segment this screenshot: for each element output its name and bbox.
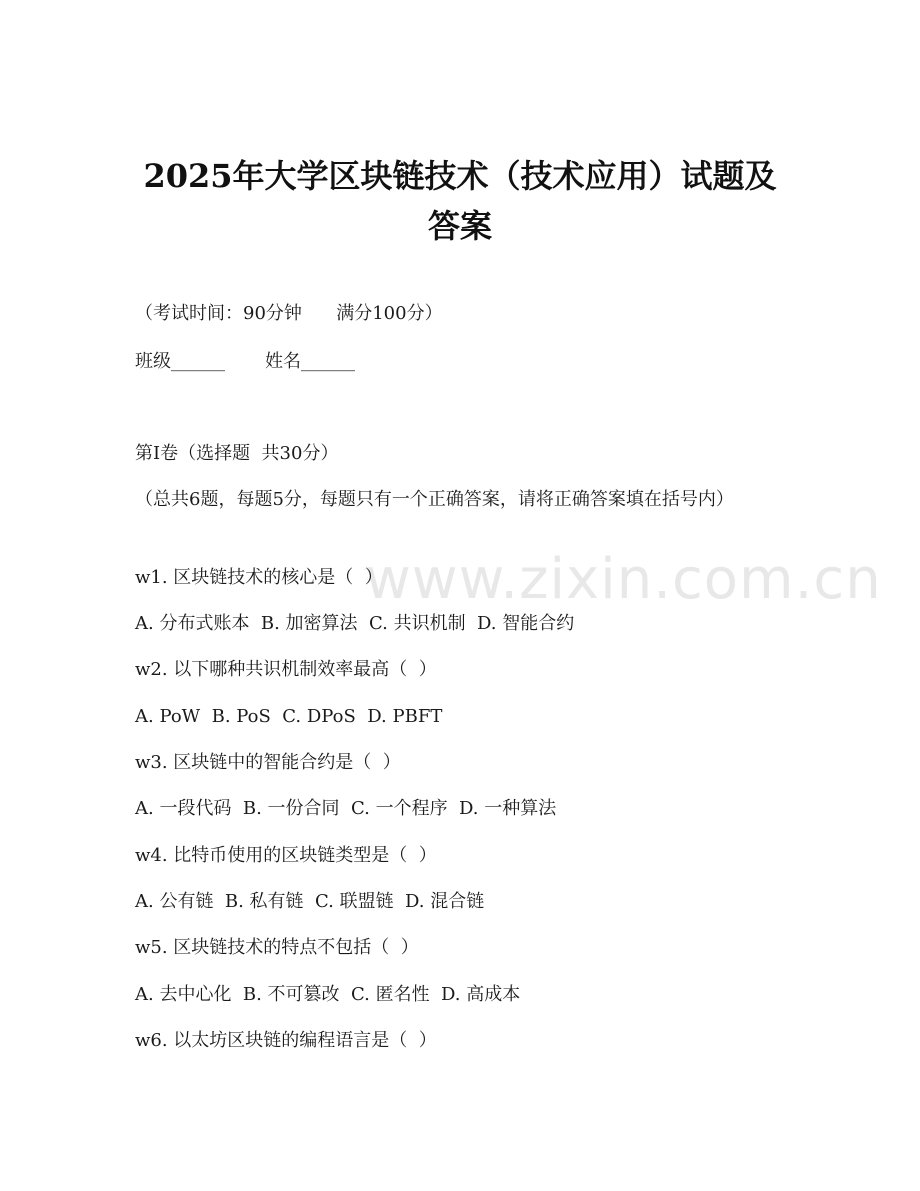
question-4-stem: w4. 比特币使用的区块链类型是（ ） — [135, 845, 437, 866]
document-title-line-2: 答案 — [427, 207, 492, 245]
watermark: www.zixin.com.cn — [365, 547, 882, 612]
exam-info: （考试时间：90分钟 满分100分） — [135, 303, 443, 324]
question-5-options: A. 去中心化 B. 不可篡改 C. 匿名性 D. 高成本 — [135, 984, 521, 1005]
question-4-options: A. 公有链 B. 私有链 C. 联盟链 D. 混合链 — [135, 891, 485, 912]
section-heading: 第I卷（选择题 共30分） — [135, 443, 339, 464]
question-5-stem: w5. 区块链技术的特点不包括（ ） — [135, 937, 419, 958]
question-3-stem: w3. 区块链中的智能合约是（ ） — [135, 752, 401, 773]
question-3-options: A. 一段代码 B. 一份合同 C. 一个程序 D. 一种算法 — [135, 798, 557, 819]
document-title-line-1: 2025年大学区块链技术（技术应用）试题及 — [143, 157, 777, 195]
question-6-stem: w6. 以太坊区块链的编程语言是（ ） — [135, 1030, 437, 1051]
question-1-options: A. 分布式账本 B. 加密算法 C. 共识机制 D. 智能合约 — [135, 613, 575, 634]
question-2-stem: w2. 以下哪种共识机制效率最高（ ） — [135, 659, 437, 680]
instructions: （总共6题，每题5分，每题只有一个正确答案，请将正确答案填在括号内） — [135, 489, 734, 510]
class-name-line: 班级______ 姓名______ — [135, 351, 356, 372]
question-2-options: A. PoW B. PoS C. DPoS D. PBFT — [135, 706, 443, 727]
question-1-stem: w1. 区块链技术的核心是（ ） — [135, 567, 383, 588]
